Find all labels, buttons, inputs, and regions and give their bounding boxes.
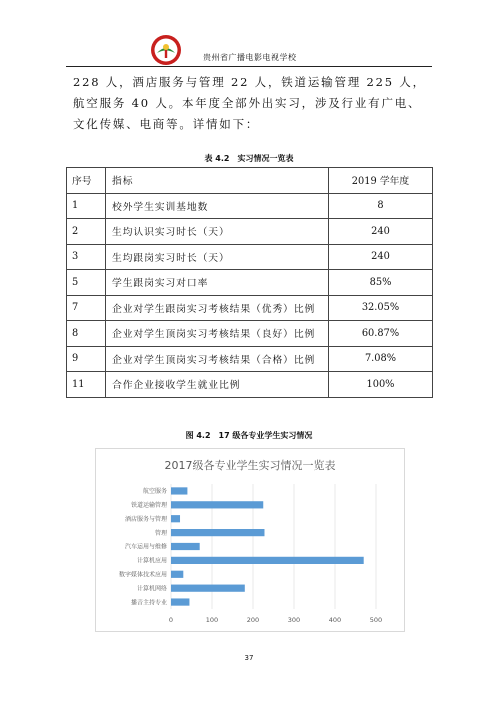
table-row — [67, 321, 433, 347]
category-label: 航空服务 — [142, 488, 167, 496]
table-header-cell: 2019 学年度 — [329, 168, 433, 194]
body-paragraph: 228 人，酒店服务与管理 22 人，铁道运输管理 225 人，航空服务 40 人。本年度全部外出实习，涉及行业有广电、文化传媒、电商等。详情如下： — [73, 75, 426, 131]
row-index-cell: 7 — [67, 295, 106, 321]
category-label: 计算机应用 — [136, 557, 167, 565]
category-label: 数字媒体技术应用 — [118, 571, 167, 579]
x-tick-label: 400 — [328, 616, 342, 624]
table-row — [67, 244, 433, 270]
bar — [171, 487, 187, 494]
chart-title: 2017级各专业学生实习情况一览表 — [164, 459, 336, 472]
row-indicator-cell: 生均跟岗实习时长（天） — [106, 244, 329, 270]
row-value-cell: 100% — [329, 372, 433, 398]
category-label: 计算机网络 — [136, 585, 167, 593]
row-value-cell: 60.87% — [329, 321, 433, 347]
header-title: 贵州省广播电影电视学校 — [203, 53, 297, 62]
row-indicator-cell: 校外学生实训基地数 — [106, 193, 329, 219]
table-header-row — [67, 168, 433, 194]
row-value-cell: 240 — [329, 219, 433, 245]
x-tick-label: 200 — [246, 616, 260, 624]
row-index-cell: 1 — [67, 193, 106, 219]
bar — [171, 543, 200, 550]
x-tick-label: 0 — [168, 616, 174, 624]
row-indicator-cell: 生均认识实习时长（天） — [106, 219, 329, 245]
row-index-cell: 11 — [67, 372, 106, 398]
bar — [171, 585, 245, 592]
row-value-cell: 32.05% — [329, 295, 433, 321]
table-header-cell: 序号 — [67, 168, 106, 194]
bar — [171, 598, 189, 605]
row-indicator-cell: 企业对学生顶岗实习考核结果（良好）比例 — [106, 321, 329, 347]
table-row — [67, 193, 433, 219]
category-label: 汽车运用与维修 — [124, 543, 167, 551]
table-row — [67, 346, 433, 372]
table-row — [67, 295, 433, 321]
bar-chart — [96, 449, 404, 631]
row-index-cell: 3 — [67, 244, 106, 270]
category-label: 播音主持专业 — [130, 599, 167, 607]
practice-table-body — [67, 168, 433, 398]
table-caption: 表 4.2 实习情况一览表 — [204, 154, 294, 163]
row-indicator-cell: 合作企业接收学生就业比例 — [106, 372, 329, 398]
table-row — [67, 219, 433, 245]
x-tick-label: 500 — [369, 616, 383, 624]
bar — [171, 501, 263, 508]
figure-caption: 图 4.2 17 级各专业学生实习情况 — [185, 431, 313, 440]
row-value-cell: 7.08% — [329, 346, 433, 372]
bar — [171, 515, 180, 522]
row-value-cell: 240 — [329, 244, 433, 270]
row-value-cell: 85% — [329, 270, 433, 296]
x-tick-label: 100 — [205, 616, 219, 624]
chart-container — [95, 448, 405, 632]
bar — [171, 571, 183, 578]
bar — [171, 529, 264, 536]
category-label: 铁道运输管理 — [130, 502, 167, 510]
practice-table — [66, 167, 433, 398]
table-header-cell: 指标 — [106, 168, 329, 194]
row-indicator-cell: 学生跟岗实习对口率 — [106, 270, 329, 296]
row-indicator-cell: 企业对学生顶岗实习考核结果（合格）比例 — [106, 346, 329, 372]
row-index-cell: 9 — [67, 346, 106, 372]
page-number: 37 — [244, 654, 254, 662]
x-tick-label: 300 — [287, 616, 301, 624]
row-index-cell: 8 — [67, 321, 106, 347]
table-row — [67, 270, 433, 296]
category-label: 管理 — [154, 529, 167, 537]
header-divider — [66, 66, 432, 67]
category-label: 酒店服务与管理 — [124, 515, 167, 523]
table-row — [67, 372, 433, 398]
bar — [171, 557, 364, 564]
row-value-cell: 8 — [329, 193, 433, 219]
school-logo-icon — [150, 34, 182, 66]
row-indicator-cell: 企业对学生跟岗实习考核结果（优秀）比例 — [106, 295, 329, 321]
row-index-cell: 2 — [67, 219, 106, 245]
row-index-cell: 5 — [67, 270, 106, 296]
